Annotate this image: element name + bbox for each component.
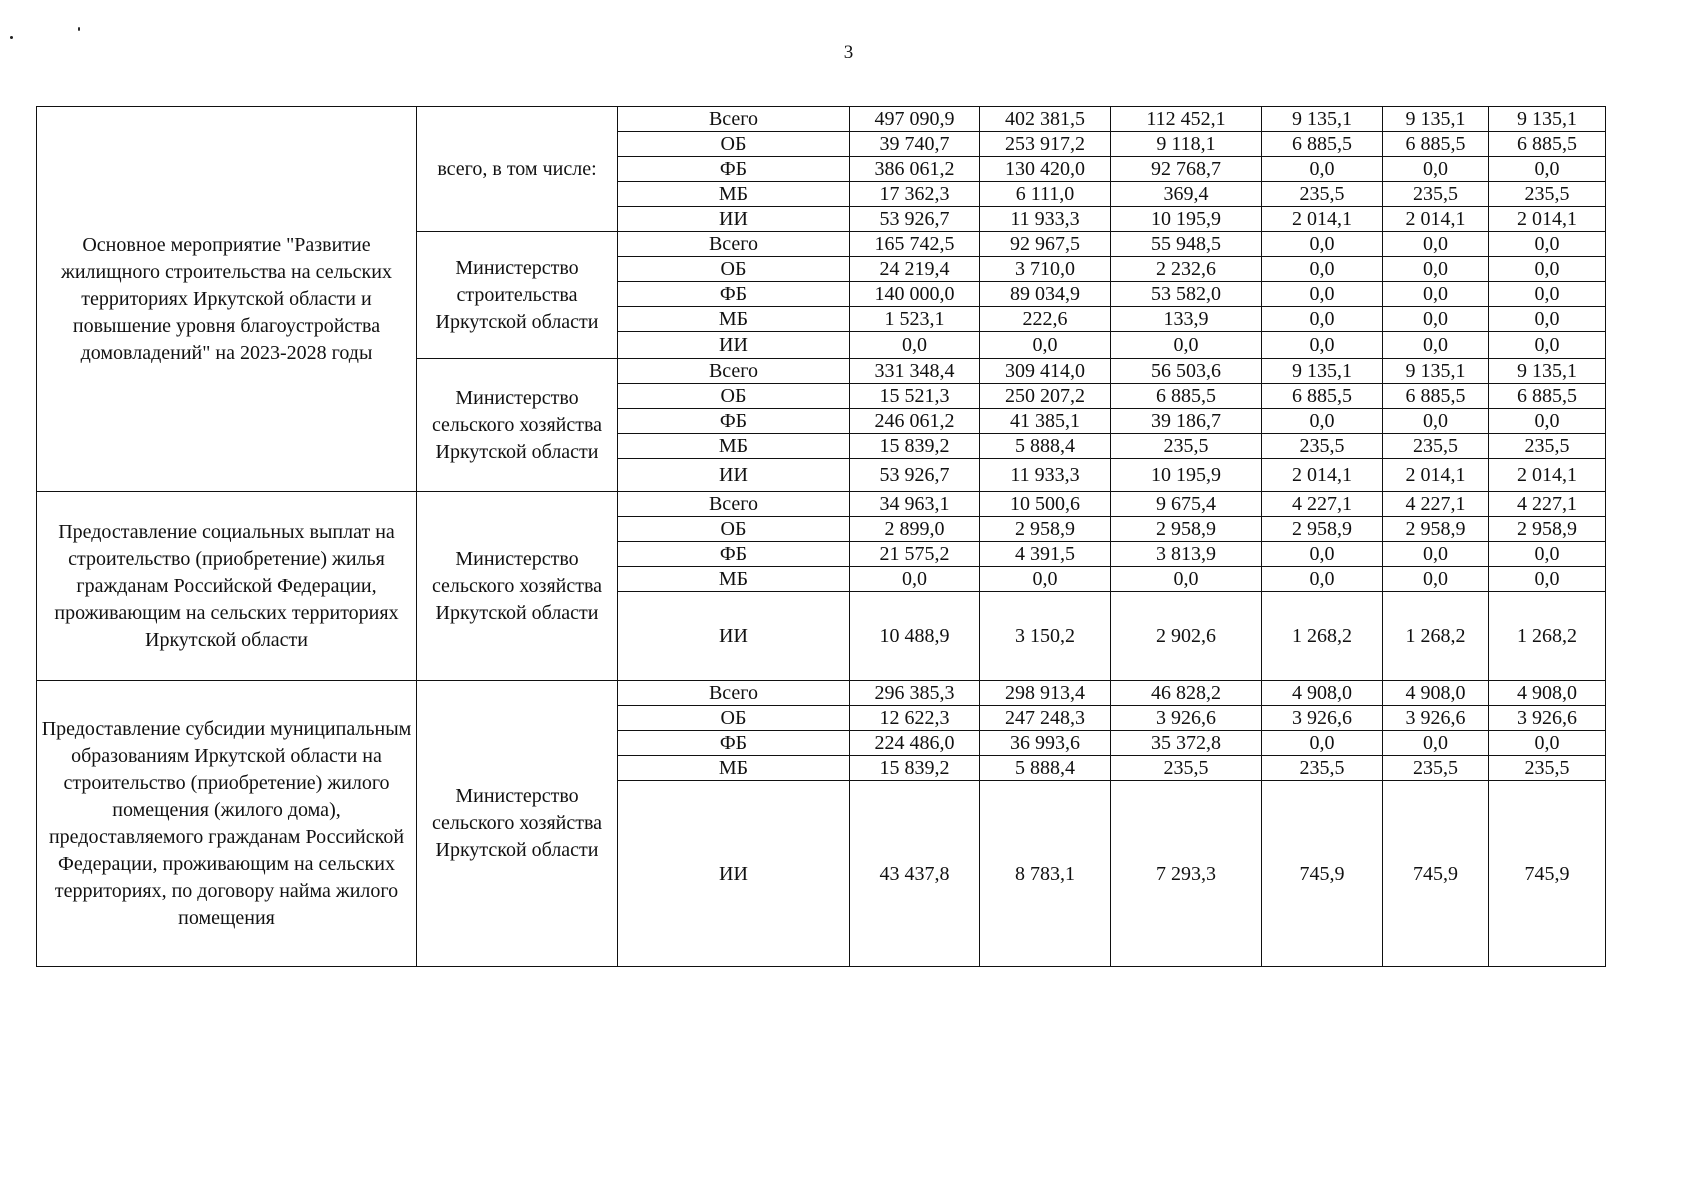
amount-cell: 235,5 bbox=[1489, 756, 1606, 781]
amount-cell: 0,0 bbox=[1383, 157, 1489, 182]
table-body bbox=[37, 107, 1606, 967]
amount-cell: 2 014,1 bbox=[1262, 207, 1383, 232]
amount-cell: 10 500,6 bbox=[980, 492, 1111, 517]
amount-cell: 2 958,9 bbox=[1111, 517, 1262, 542]
amount-cell: 4 908,0 bbox=[1262, 681, 1383, 706]
amount-cell: 0,0 bbox=[1383, 257, 1489, 282]
amount-cell: 0,0 bbox=[1489, 567, 1606, 592]
amount-cell: 24 219,4 bbox=[850, 257, 980, 282]
funding-source-cell: ИИ bbox=[618, 592, 850, 681]
amount-cell: 140 000,0 bbox=[850, 282, 980, 307]
amount-cell: 7 293,3 bbox=[1111, 781, 1262, 967]
amount-cell: 5 888,4 bbox=[980, 756, 1111, 781]
amount-cell: 0,0 bbox=[1383, 731, 1489, 756]
amount-cell: 6 885,5 bbox=[1111, 384, 1262, 409]
amount-cell: 0,0 bbox=[1383, 282, 1489, 307]
amount-cell: 41 385,1 bbox=[980, 409, 1111, 434]
amount-cell: 2 232,6 bbox=[1111, 257, 1262, 282]
amount-cell: 235,5 bbox=[1489, 182, 1606, 207]
amount-cell: 3 926,6 bbox=[1383, 706, 1489, 731]
amount-cell: 15 839,2 bbox=[850, 434, 980, 459]
funding-source-cell: МБ bbox=[618, 307, 850, 332]
funding-source-cell: ФБ bbox=[618, 157, 850, 182]
amount-cell: 0,0 bbox=[980, 567, 1111, 592]
amount-cell: 0,0 bbox=[1489, 282, 1606, 307]
amount-cell: 247 248,3 bbox=[980, 706, 1111, 731]
funding-source-cell: ОБ bbox=[618, 517, 850, 542]
amount-cell: 331 348,4 bbox=[850, 359, 980, 384]
amount-cell: 12 622,3 bbox=[850, 706, 980, 731]
amount-cell: 39 740,7 bbox=[850, 132, 980, 157]
amount-cell: 9 118,1 bbox=[1111, 132, 1262, 157]
scan-speck bbox=[10, 36, 13, 39]
amount-cell: 55 948,5 bbox=[1111, 232, 1262, 257]
amount-cell: 0,0 bbox=[1111, 332, 1262, 359]
amount-cell: 235,5 bbox=[1383, 756, 1489, 781]
amount-cell: 6 885,5 bbox=[1383, 384, 1489, 409]
amount-cell: 0,0 bbox=[1489, 157, 1606, 182]
amount-cell: 3 926,6 bbox=[1262, 706, 1383, 731]
executor-cell: Министерство сельского хозяйства Иркутской области bbox=[417, 492, 618, 681]
amount-cell: 6 885,5 bbox=[1489, 132, 1606, 157]
amount-cell: 34 963,1 bbox=[850, 492, 980, 517]
amount-cell: 296 385,3 bbox=[850, 681, 980, 706]
amount-cell: 165 742,5 bbox=[850, 232, 980, 257]
funding-source-cell: ОБ bbox=[618, 706, 850, 731]
amount-cell: 53 582,0 bbox=[1111, 282, 1262, 307]
executor-cell: всего, в том числе: bbox=[417, 107, 618, 232]
funding-source-cell: Всего bbox=[618, 359, 850, 384]
amount-cell: 10 195,9 bbox=[1111, 207, 1262, 232]
amount-cell: 92 967,5 bbox=[980, 232, 1111, 257]
amount-cell: 2 958,9 bbox=[1383, 517, 1489, 542]
amount-cell: 9 675,4 bbox=[1111, 492, 1262, 517]
amount-cell: 9 135,1 bbox=[1489, 107, 1606, 132]
amount-cell: 309 414,0 bbox=[980, 359, 1111, 384]
amount-cell: 0,0 bbox=[1383, 332, 1489, 359]
amount-cell: 222,6 bbox=[980, 307, 1111, 332]
amount-cell: 4 227,1 bbox=[1262, 492, 1383, 517]
amount-cell: 2 958,9 bbox=[1262, 517, 1383, 542]
amount-cell: 9 135,1 bbox=[1262, 359, 1383, 384]
amount-cell: 2 014,1 bbox=[1383, 207, 1489, 232]
executor-cell: Министерство строительства Иркутской области bbox=[417, 232, 618, 359]
amount-cell: 0,0 bbox=[1489, 731, 1606, 756]
amount-cell: 0,0 bbox=[1262, 731, 1383, 756]
amount-cell: 224 486,0 bbox=[850, 731, 980, 756]
amount-cell: 0,0 bbox=[850, 332, 980, 359]
amount-cell: 250 207,2 bbox=[980, 384, 1111, 409]
amount-cell: 43 437,8 bbox=[850, 781, 980, 967]
amount-cell: 2 014,1 bbox=[1262, 459, 1383, 492]
amount-cell: 2 014,1 bbox=[1383, 459, 1489, 492]
funding-source-cell: ОБ bbox=[618, 132, 850, 157]
amount-cell: 10 195,9 bbox=[1111, 459, 1262, 492]
funding-source-cell: МБ bbox=[618, 567, 850, 592]
amount-cell: 0,0 bbox=[1489, 232, 1606, 257]
amount-cell: 5 888,4 bbox=[980, 434, 1111, 459]
amount-cell: 0,0 bbox=[1489, 332, 1606, 359]
activity-name-cell: Предоставление субсидии муниципальным образованиям Иркутской области на строительство (приобретение) жилого помещения (жилого дома), предоставляемого гражданам Российской Федерации, проживающим на сельских территориях, по договору найма жилого помещения bbox=[37, 681, 417, 967]
activity-name-cell: Основное мероприятие "Развитие жилищного строительства на сельских территориях Иркутской области и повышение уровня благоустройства домовладений" на 2023-2028 годы bbox=[37, 107, 417, 492]
amount-cell: 6 885,5 bbox=[1262, 132, 1383, 157]
executor-cell: Министерство сельского хозяйства Иркутской области bbox=[417, 681, 618, 967]
amount-cell: 745,9 bbox=[1383, 781, 1489, 967]
amount-cell: 2 958,9 bbox=[980, 517, 1111, 542]
amount-cell: 745,9 bbox=[1489, 781, 1606, 967]
funding-source-cell: ФБ bbox=[618, 542, 850, 567]
funding-source-cell: ОБ bbox=[618, 384, 850, 409]
amount-cell: 2 899,0 bbox=[850, 517, 980, 542]
amount-cell: 9 135,1 bbox=[1489, 359, 1606, 384]
amount-cell: 386 061,2 bbox=[850, 157, 980, 182]
amount-cell: 0,0 bbox=[1262, 157, 1383, 182]
amount-cell: 253 917,2 bbox=[980, 132, 1111, 157]
amount-cell: 0,0 bbox=[1489, 257, 1606, 282]
amount-cell: 3 710,0 bbox=[980, 257, 1111, 282]
table-row bbox=[37, 681, 1606, 706]
amount-cell: 2 014,1 bbox=[1489, 207, 1606, 232]
amount-cell: 1 268,2 bbox=[1489, 592, 1606, 681]
funding-source-cell: ИИ bbox=[618, 459, 850, 492]
amount-cell: 235,5 bbox=[1111, 434, 1262, 459]
amount-cell: 2 958,9 bbox=[1489, 517, 1606, 542]
amount-cell: 0,0 bbox=[1262, 307, 1383, 332]
amount-cell: 235,5 bbox=[1262, 182, 1383, 207]
amount-cell: 0,0 bbox=[1262, 332, 1383, 359]
amount-cell: 53 926,7 bbox=[850, 459, 980, 492]
amount-cell: 112 452,1 bbox=[1111, 107, 1262, 132]
funding-source-cell: ФБ bbox=[618, 731, 850, 756]
amount-cell: 235,5 bbox=[1383, 182, 1489, 207]
amount-cell: 1 268,2 bbox=[1262, 592, 1383, 681]
funding-source-cell: ИИ bbox=[618, 207, 850, 232]
amount-cell: 4 908,0 bbox=[1489, 681, 1606, 706]
amount-cell: 0,0 bbox=[1489, 542, 1606, 567]
funding-source-cell: ОБ bbox=[618, 257, 850, 282]
financing-table bbox=[36, 106, 1606, 967]
funding-source-cell: ФБ bbox=[618, 409, 850, 434]
amount-cell: 6 885,5 bbox=[1262, 384, 1383, 409]
amount-cell: 36 993,6 bbox=[980, 731, 1111, 756]
funding-source-cell: Всего bbox=[618, 492, 850, 517]
amount-cell: 4 908,0 bbox=[1383, 681, 1489, 706]
amount-cell: 0,0 bbox=[1111, 567, 1262, 592]
amount-cell: 9 135,1 bbox=[1383, 107, 1489, 132]
amount-cell: 0,0 bbox=[1489, 307, 1606, 332]
amount-cell: 1 268,2 bbox=[1383, 592, 1489, 681]
amount-cell: 0,0 bbox=[1383, 307, 1489, 332]
amount-cell: 11 933,3 bbox=[980, 459, 1111, 492]
table-row bbox=[37, 492, 1606, 517]
amount-cell: 0,0 bbox=[1383, 409, 1489, 434]
amount-cell: 235,5 bbox=[1111, 756, 1262, 781]
amount-cell: 6 885,5 bbox=[1489, 384, 1606, 409]
amount-cell: 3 926,6 bbox=[1489, 706, 1606, 731]
funding-source-cell: МБ bbox=[618, 756, 850, 781]
amount-cell: 2 014,1 bbox=[1489, 459, 1606, 492]
table-row bbox=[37, 107, 1606, 132]
amount-cell: 133,9 bbox=[1111, 307, 1262, 332]
amount-cell: 9 135,1 bbox=[1262, 107, 1383, 132]
amount-cell: 3 150,2 bbox=[980, 592, 1111, 681]
funding-source-cell: ИИ bbox=[618, 332, 850, 359]
amount-cell: 0,0 bbox=[1383, 232, 1489, 257]
amount-cell: 369,4 bbox=[1111, 182, 1262, 207]
funding-source-cell: Всего bbox=[618, 107, 850, 132]
funding-source-cell: МБ bbox=[618, 182, 850, 207]
amount-cell: 89 034,9 bbox=[980, 282, 1111, 307]
amount-cell: 17 362,3 bbox=[850, 182, 980, 207]
amount-cell: 0,0 bbox=[1383, 567, 1489, 592]
funding-source-cell: Всего bbox=[618, 232, 850, 257]
amount-cell: 235,5 bbox=[1383, 434, 1489, 459]
amount-cell: 2 902,6 bbox=[1111, 592, 1262, 681]
amount-cell: 0,0 bbox=[980, 332, 1111, 359]
amount-cell: 4 227,1 bbox=[1383, 492, 1489, 517]
amount-cell: 0,0 bbox=[1262, 232, 1383, 257]
amount-cell: 3 926,6 bbox=[1111, 706, 1262, 731]
amount-cell: 745,9 bbox=[1262, 781, 1383, 967]
amount-cell: 235,5 bbox=[1262, 434, 1383, 459]
amount-cell: 15 521,3 bbox=[850, 384, 980, 409]
amount-cell: 298 913,4 bbox=[980, 681, 1111, 706]
amount-cell: 0,0 bbox=[1489, 409, 1606, 434]
amount-cell: 4 391,5 bbox=[980, 542, 1111, 567]
amount-cell: 46 828,2 bbox=[1111, 681, 1262, 706]
amount-cell: 6 111,0 bbox=[980, 182, 1111, 207]
amount-cell: 10 488,9 bbox=[850, 592, 980, 681]
amount-cell: 235,5 bbox=[1489, 434, 1606, 459]
funding-source-cell: Всего bbox=[618, 681, 850, 706]
amount-cell: 6 885,5 bbox=[1383, 132, 1489, 157]
amount-cell: 246 061,2 bbox=[850, 409, 980, 434]
amount-cell: 15 839,2 bbox=[850, 756, 980, 781]
amount-cell: 53 926,7 bbox=[850, 207, 980, 232]
amount-cell: 9 135,1 bbox=[1383, 359, 1489, 384]
funding-source-cell: МБ bbox=[618, 434, 850, 459]
amount-cell: 39 186,7 bbox=[1111, 409, 1262, 434]
amount-cell: 56 503,6 bbox=[1111, 359, 1262, 384]
amount-cell: 0,0 bbox=[1262, 542, 1383, 567]
amount-cell: 1 523,1 bbox=[850, 307, 980, 332]
amount-cell: 0,0 bbox=[1262, 282, 1383, 307]
amount-cell: 0,0 bbox=[1262, 567, 1383, 592]
amount-cell: 402 381,5 bbox=[980, 107, 1111, 132]
activity-name-cell: Предоставление социальных выплат на строительство (приобретение) жилья гражданам Российской Федерации, проживающим на сельских территориях Иркутской области bbox=[37, 492, 417, 681]
amount-cell: 4 227,1 bbox=[1489, 492, 1606, 517]
amount-cell: 130 420,0 bbox=[980, 157, 1111, 182]
amount-cell: 0,0 bbox=[850, 567, 980, 592]
amount-cell: 497 090,9 bbox=[850, 107, 980, 132]
funding-source-cell: ИИ bbox=[618, 781, 850, 967]
amount-cell: 21 575,2 bbox=[850, 542, 980, 567]
amount-cell: 0,0 bbox=[1262, 257, 1383, 282]
executor-cell: Министерство сельского хозяйства Иркутской области bbox=[417, 359, 618, 492]
amount-cell: 8 783,1 bbox=[980, 781, 1111, 967]
amount-cell: 11 933,3 bbox=[980, 207, 1111, 232]
scan-speck bbox=[78, 27, 80, 31]
amount-cell: 35 372,8 bbox=[1111, 731, 1262, 756]
amount-cell: 0,0 bbox=[1262, 409, 1383, 434]
amount-cell: 0,0 bbox=[1383, 542, 1489, 567]
amount-cell: 235,5 bbox=[1262, 756, 1383, 781]
amount-cell: 92 768,7 bbox=[1111, 157, 1262, 182]
page-number: 3 bbox=[843, 42, 854, 63]
amount-cell: 3 813,9 bbox=[1111, 542, 1262, 567]
funding-source-cell: ФБ bbox=[618, 282, 850, 307]
